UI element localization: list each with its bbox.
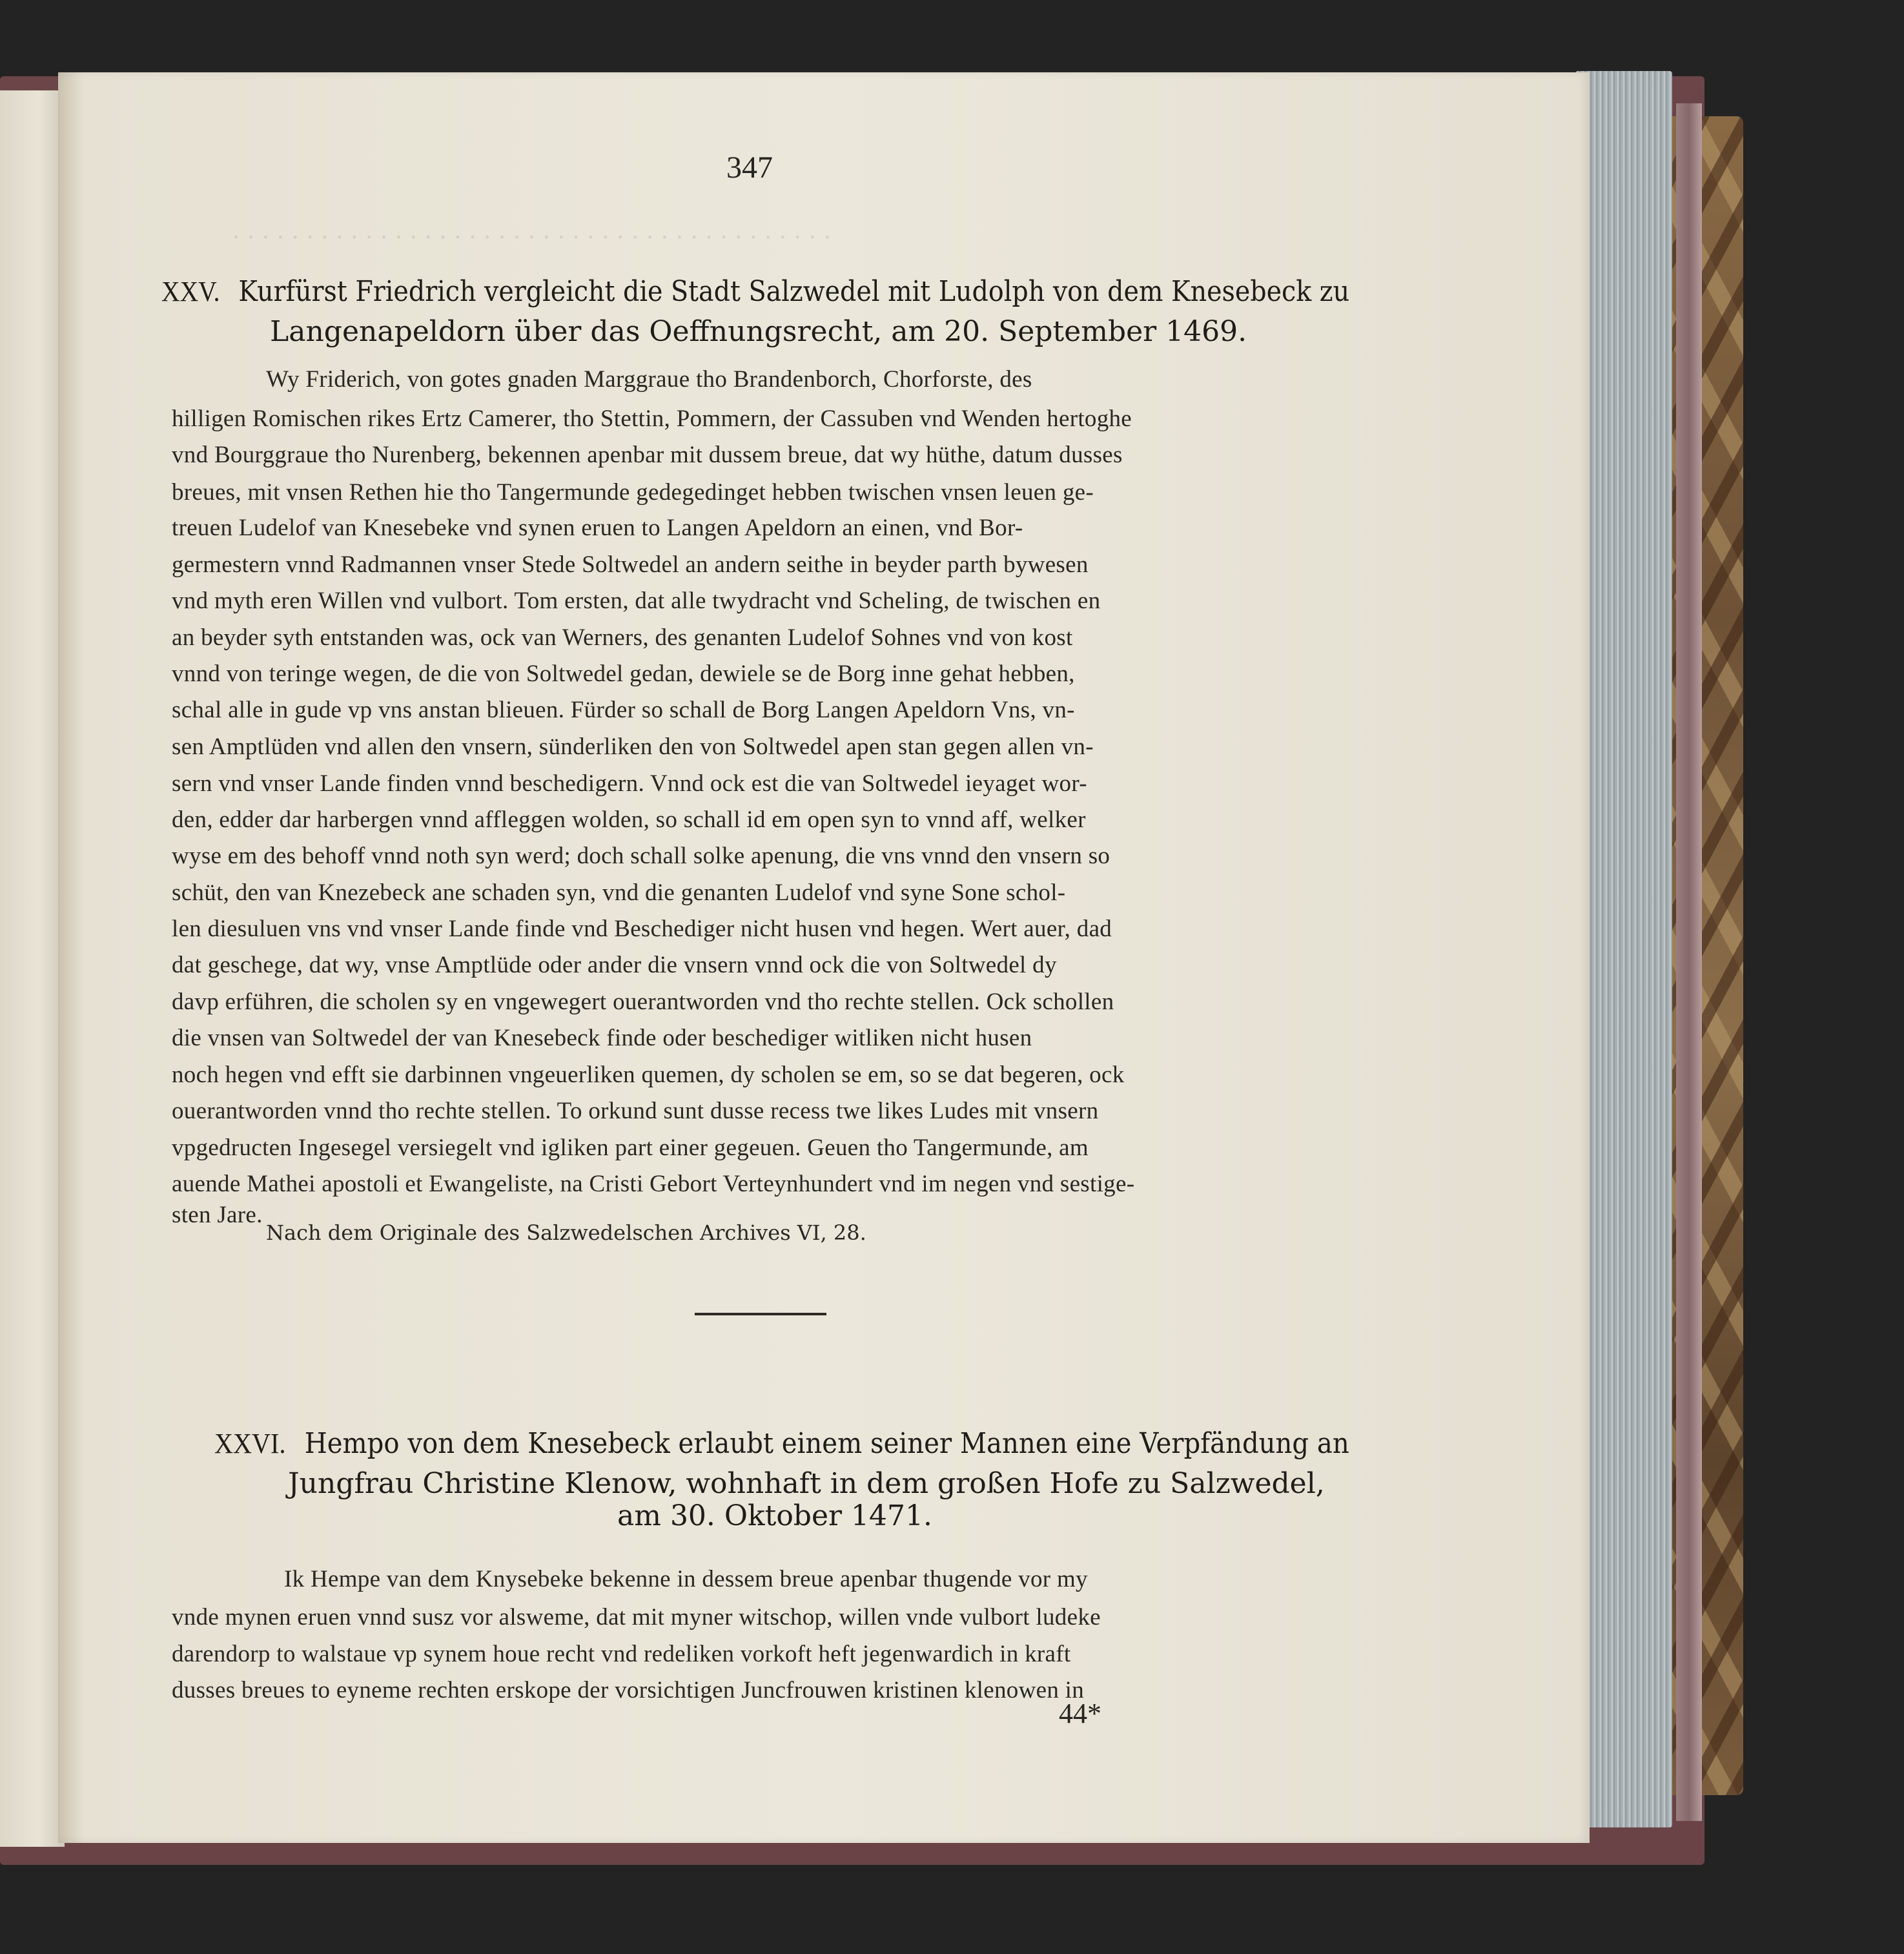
section-title: Hempo von dem Knesebeck erlaubt einem seiner Mannen eine Verpfändung an: [304, 1427, 1349, 1460]
body-line: vnnd von teringe wegen, de die von Soltwedel gedan, dewiele se de Borg inne gehat hebben,: [172, 661, 1075, 687]
source-note: Nach dem Originale des Salzwedelschen Archives VI, 28.: [266, 1220, 866, 1245]
body-line: darendorp to walstaue vp synem houe recht vnd redeliken vorkoft heft jegenwardich in kraft: [172, 1641, 1071, 1667]
body-line: germestern vnnd Radmannen vnser Stede Soltwedel an andern seithe in beyder parth bywesen: [172, 551, 1089, 578]
body-line: ouerantworden vnnd tho rechte stellen. To orkund sunt dusse recess twe likes Ludes mit vnsern: [172, 1098, 1099, 1124]
body-line: noch hegen vnd efft sie darbinnen vngeuerliken quemen, dy scholen se em, so se dat begeren, ock: [172, 1062, 1125, 1088]
body-line: wyse em des behoff vnnd noth syn werd; doch schall solke apenung, die vns vnnd den vnsern so: [172, 843, 1111, 869]
body-line: davp erführen, die scholen sy en vngewegert ouerantworden vnd tho rechte stellen. Ock schollen: [172, 989, 1114, 1015]
body-line: vpgedructen Ingesegel versiegelt vnd igliken part einer gegeuen. Geuen tho Tangermunde, am: [172, 1135, 1089, 1161]
section-xxvi-title-line1: [214, 1424, 1349, 1463]
body-line: dusses breues to eyneme rechten erskope der vorsichtigen Juncfrouwen kristinen klenowen in: [172, 1677, 1085, 1703]
section-title: Kurfürst Friedrich vergleicht die Stadt Salzwedel mit Ludolph von dem Knesebeck zu: [238, 275, 1350, 308]
body-line: sern vnd vnser Lande finden vnnd beschedigern. Vnnd ock est die van Soltwedel ieyaget wor-: [172, 770, 1087, 797]
body-line: auende Mathei apostoli et Ewangeliste, na Cristi Gebort Verteynhundert vnd im negen vnd sestige-: [172, 1171, 1135, 1197]
body-line: schüt, den van Knezebeck ane schaden syn, vnd die genanten Ludelof vnd syne Sone schol-: [172, 879, 1066, 906]
section-xxv-title-line2: Langenapeldorn über das Oeffnungsrecht, am 20. September 1469.: [270, 315, 1247, 348]
body-line: hilligen Romischen rikes Ertz Camerer, tho Stettin, Pommern, der Cassuben vnd Wenden hertoghe: [172, 406, 1132, 432]
body-line: len diesuluen vns vnd vnser Lande finde vnd Beschediger nicht husen vnd hegen. Wert auer, dad: [172, 916, 1112, 942]
page-number: 347: [726, 150, 773, 185]
body-line: vnd myth eren Willen vnd vulbort. Tom ersten, dat alle twydracht vnd Scheling, de twischen en: [172, 588, 1101, 614]
cover-board-edge: [1676, 103, 1702, 1821]
section-xxvi-title-line3: am 30. Oktober 1471.: [617, 1499, 932, 1532]
body-line: dat geschege, dat wy, vnse Amptlüde oder ander die vnsern vnnd ock die von Soltwedel dy: [172, 952, 1057, 978]
section-xxvi-title-line2: Jungfrau Christine Klenow, wohnhaft in dem großen Hofe zu Salzwedel,: [288, 1467, 1325, 1500]
body-line: treuen Ludelof van Knesebeke vnd synen eruen to Langen Apeldorn an einen, vnd Bor-: [172, 515, 1023, 541]
page-edges: [1575, 71, 1672, 1827]
body-line: breues, mit vnsen Rethen hie tho Tangermunde gedegedinget hebben twischen vnsen leuen ge-: [172, 479, 1094, 506]
body-line: Ik Hempe van dem Knysebeke bekenne in dessem breue apenbar thugende vor my: [284, 1566, 1088, 1592]
signature-mark: 44*: [1059, 1698, 1101, 1729]
body-line: Wy Friderich, von gotes gnaden Marggraue tho Brandenborch, Chorforste, des: [266, 366, 1032, 393]
body-line: vnd Bourggraue tho Nurenberg, bekennen apenbar mit dussem breue, dat wy hüthe, datum dusses: [172, 442, 1123, 468]
body-line: vnde mynen eruen vnnd susz vor alsweme, dat mit myner witschop, willen vnde vulbort ludeke: [172, 1604, 1101, 1630]
body-line: sen Amptlüden vnd allen den vnsern, sünderliken den von Soltwedel apen stan gegen allen vn-: [172, 734, 1094, 760]
section-divider: [695, 1313, 826, 1315]
section-number: XXVI.: [214, 1428, 286, 1459]
body-line: den, edder dar harbergen vnnd affleggen wolden, so schall id em open syn to vnnd aff, welker: [172, 807, 1086, 833]
body-line: an beyder syth entstanden was, ock van Werners, des genanten Ludelof Sohnes vnd von kost: [172, 624, 1073, 651]
section-xxv-title-line1: [161, 273, 1349, 311]
body-line: schal alle in gude vp vns anstan blieuen. Fürder so schall de Borg Langen Apeldorn Vns, vn-: [172, 697, 1075, 723]
section-number: XXV.: [161, 276, 220, 307]
left-page-edge: [0, 90, 65, 1847]
show-through: · · · · · · · · · · · · · · · · · · · · · · · · · · · · · · · · · · · · · · · · ·: [232, 225, 831, 251]
body-line: die vnsen van Soltwedel der van Knesebeck finde oder beschediger witliken nicht husen: [172, 1025, 1032, 1051]
body-line: sten Jare.: [172, 1202, 263, 1228]
